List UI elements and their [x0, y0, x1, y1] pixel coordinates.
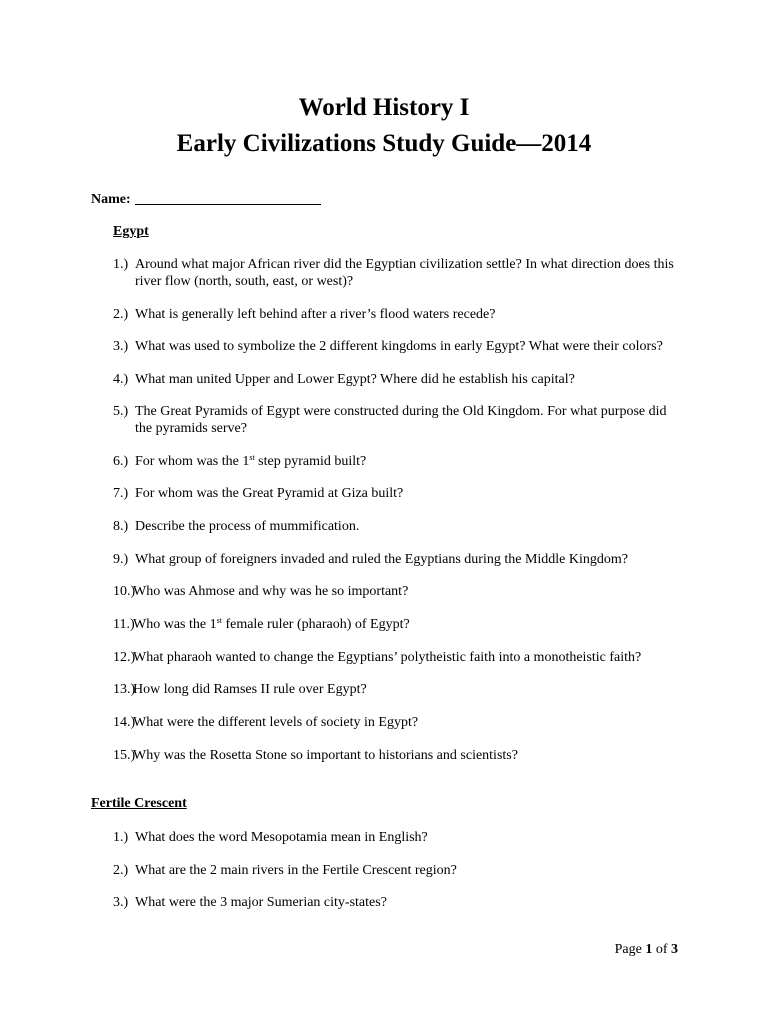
- question-text: Who was Ahmose and why was he so important?: [133, 584, 409, 599]
- question-text: The Great Pyramids of Egypt were constructed during the Old Kingdom. For what purpose did the pyramids serve?: [135, 404, 667, 436]
- name-label: Name:: [91, 192, 131, 207]
- name-field-row: [91, 190, 321, 208]
- question-egypt-12: [113, 649, 683, 666]
- question-text: What was used to symbolize the 2 different kingdoms in early Egypt? What were their colors?: [135, 339, 663, 354]
- question-number: 11.): [113, 617, 135, 632]
- question-text: What does the word Mesopotamia mean in English?: [135, 830, 428, 845]
- question-text: What man united Upper and Lower Egypt? Where did he establish his capital?: [135, 372, 575, 387]
- question-egypt-7: [113, 485, 683, 502]
- question-number: 1.): [113, 830, 129, 845]
- question-fertile-crescent-2: [113, 862, 683, 879]
- section-heading-fertile-crescent: Fertile Crescent: [91, 796, 187, 811]
- question-number: 14.): [113, 715, 136, 730]
- question-text: What were the different levels of society in Egypt?: [133, 715, 419, 730]
- question-egypt-9: [113, 551, 683, 568]
- question-number: 13.): [113, 682, 136, 697]
- question-number: 2.): [113, 307, 129, 322]
- current-page-number: 1: [645, 942, 653, 957]
- question-fertile-crescent-3: [113, 894, 683, 911]
- question-text: What were the 3 major Sumerian city-states?: [135, 895, 387, 910]
- question-egypt-3: [113, 338, 683, 355]
- question-text: How long did Ramses II rule over Egypt?: [133, 682, 367, 697]
- question-number: 12.): [113, 650, 136, 665]
- question-text: Why was the Rosetta Stone so important to historians and scientists?: [133, 748, 518, 763]
- question-egypt-4: [113, 371, 683, 388]
- question-fertile-crescent-1: [113, 829, 683, 846]
- question-number: 8.): [113, 519, 129, 534]
- question-egypt-2: [113, 306, 683, 323]
- question-text: What group of foreigners invaded and ruled the Egyptians during the Middle Kingdom?: [135, 552, 628, 567]
- question-text: What is generally left behind after a river’s flood waters recede?: [135, 307, 496, 322]
- question-number: 1.): [113, 257, 129, 272]
- question-number: 3.): [113, 895, 129, 910]
- question-number: 10.): [113, 584, 136, 599]
- question-text: What pharaoh wanted to change the Egyptians’ polytheistic faith into a monotheistic faith?: [133, 650, 642, 665]
- total-page-count: 3: [671, 942, 678, 957]
- question-text: For whom was the 1st step pyramid built?: [135, 453, 367, 469]
- question-egypt-10: [113, 583, 683, 600]
- document-title-line1: World History I: [298, 94, 470, 121]
- question-number: 5.): [113, 404, 129, 419]
- question-egypt-14: [113, 714, 683, 731]
- question-egypt-8: [113, 518, 683, 535]
- question-number: 6.): [113, 454, 129, 469]
- question-text: Who was the 1st female ruler (pharaoh) of Egypt?: [133, 616, 410, 632]
- section-heading-egypt: Egypt: [113, 224, 149, 239]
- question-text: Around what major African river did the Egyptian civilization settle? In what direction does this river flow (north, south, east, or west)?: [135, 257, 674, 289]
- question-text: Describe the process of mummification.: [135, 519, 360, 534]
- question-egypt-15: [113, 747, 683, 764]
- question-number: 9.): [113, 552, 129, 567]
- question-number: 2.): [113, 863, 129, 878]
- question-number: 4.): [113, 372, 129, 387]
- question-number: 3.): [113, 339, 129, 354]
- question-number: 15.): [113, 748, 136, 763]
- ordinal-suffix: st: [249, 453, 255, 462]
- question-egypt-13: [113, 681, 683, 698]
- document-title-line2: Early Civilizations Study Guide—2014: [176, 130, 592, 157]
- question-egypt-1: [113, 256, 683, 290]
- ordinal-suffix: st: [216, 616, 222, 625]
- question-text: What are the 2 main rivers in the Fertile Crescent region?: [135, 863, 457, 878]
- question-text: For whom was the Great Pyramid at Giza built?: [135, 486, 404, 501]
- question-number: 7.): [113, 486, 129, 501]
- page-number-footer: Page 1 of 3: [614, 942, 678, 957]
- name-blank-line: [135, 190, 321, 205]
- question-egypt-6: [113, 453, 683, 470]
- question-egypt-5: [113, 403, 683, 437]
- question-egypt-11: [113, 616, 683, 633]
